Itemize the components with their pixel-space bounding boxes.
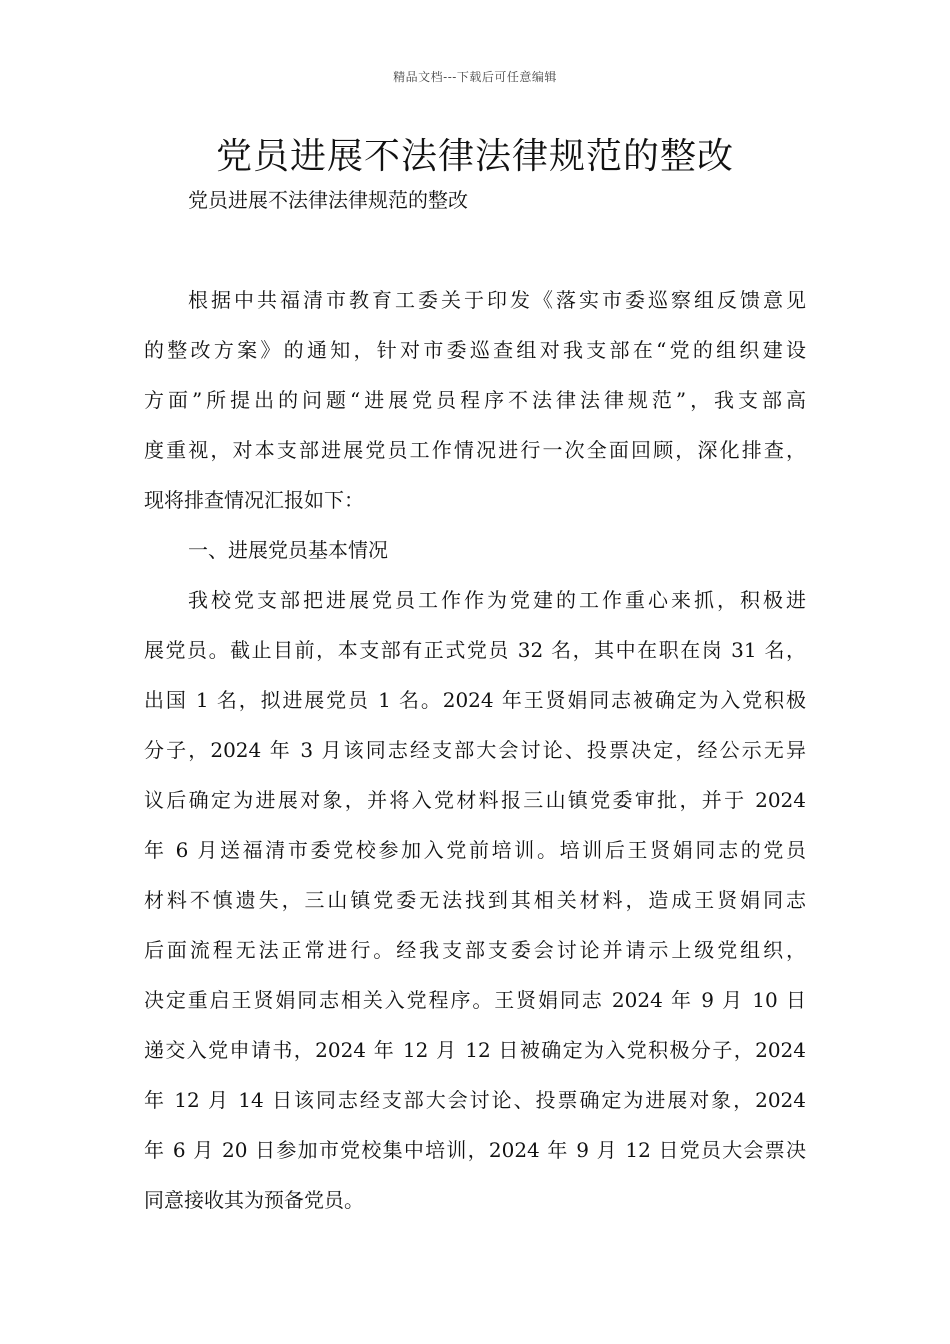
body-line: 展党员。截止目前，本支部有正式党员 32 名，其中在职在岗 31 名， [144, 638, 806, 662]
body-line: 决定重启王贤娟同志相关入党程序。王贤娟同志 2024 年 9 月 10 日 [144, 988, 806, 1012]
body-line: 同意接收其为预备党员。 [144, 1188, 364, 1212]
body-line: 材料不慎遗失，三山镇党委无法找到其相关材料，造成王贤娟同志 [144, 888, 806, 912]
document-title: 党员进展不法律法律规范的整改 [215, 136, 734, 177]
body-line: 年 6 月送福清市委党校参加入党前培训。培训后王贤娟同志的党员 [144, 838, 806, 862]
body-line: 后面流程无法正常进行。经我支部支委会讨论并请示上级党组织， [144, 938, 806, 962]
body-line: 方面”所提出的问题“进展党员程序不法律法律规范”，我支部高 [144, 388, 806, 412]
body-line: 分子，2024 年 3 月该同志经支部大会讨论、投票决定，经公示无异 [144, 738, 806, 762]
body-line: 出国 1 名，拟进展党员 1 名。2024 年王贤娟同志被确定为入党积极 [144, 688, 806, 712]
body-line: 的整改方案》的通知，针对市委巡查组对我支部在“党的组织建设 [144, 338, 806, 362]
body-line: 年 12 月 14 日该同志经支部大会讨论、投票确定为进展对象，2024 [144, 1088, 806, 1112]
body-line: 根据中共福清市教育工委关于印发《落实市委巡察组反馈意见 [188, 288, 806, 312]
body-line: 现将排查情况汇报如下： [144, 488, 364, 512]
body-line: 年 6 月 20 日参加市党校集中培训，2024 年 9 月 12 日党员大会票决 [144, 1138, 806, 1162]
header-note: 精品文档---下载后可任意编辑 [393, 70, 557, 84]
document-subtitle: 党员进展不法律法律规范的整改 [188, 188, 468, 212]
body-line: 我校党支部把进展党员工作作为党建的工作重心来抓，积极进 [188, 588, 806, 612]
body-line: 度重视，对本支部进展党员工作情况进行一次全面回顾，深化排查， [144, 438, 806, 462]
section-heading: 一、进展党员基本情况 [188, 538, 388, 562]
body-line: 议后确定为进展对象，并将入党材料报三山镇党委审批，并于 2024 [144, 788, 806, 812]
body-line: 递交入党申请书，2024 年 12 月 12 日被确定为入党积极分子，2024 [144, 1038, 806, 1062]
